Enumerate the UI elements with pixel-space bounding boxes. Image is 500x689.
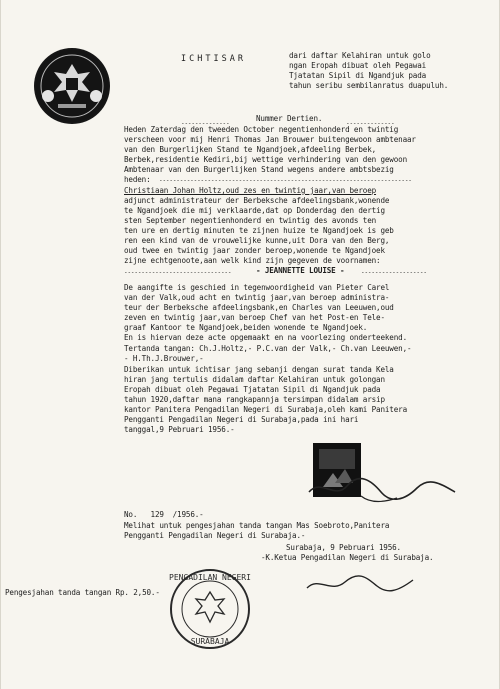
chairman-line: -K.Ketua Pengadilan Negeri di Surabaja. <box>261 553 434 562</box>
body-line: adjunct administrateur der Berbeksche afdeelingsbank,wonende <box>124 196 390 205</box>
footer-line: Pengganti Pengadilan Negeri di Surabaja.- <box>124 531 306 540</box>
body-line: sten September negentienhonderd en twintig des avonds ten <box>124 216 377 225</box>
header-note-line: dari daftar Kelahiran untuk golo <box>289 51 431 60</box>
body-line: En is hiervan deze acte opgemaakt en na voorlezing onderteekend. <box>124 333 407 342</box>
body-line: ten ure en dertig minuten te zijnen huize te Ngandjoek is geb <box>124 226 394 235</box>
signature-icon <box>301 470 461 510</box>
body-line: tanggal,9 Pebruari 1956.- <box>124 425 235 434</box>
body-line: teur der Berbeksche afdeelingsbank,en Charles van Leeuwen,oud <box>124 303 394 312</box>
body-line: Ambtenaar van den Burgerlijken Stand wegens andere ambtsbezig <box>124 165 394 174</box>
document-page: ICHTISAR dari daftar Kelahiran untuk golo ngan Eropah dibuat oleh Pegawai Tjatatan Sipil di Ngandjuk pada tahun seribu sembilanratus duapuluh. Nummer Dertien. -------------- -------------- Heden Zaterdag den tweeden October negentienhonderd en twintig verscheen voor mij Henri Thomas Jan Brouwer buitengewoon ambtenaar van den Burgerlijken Stand te Ngandjoek,afdeeling Berbek, Berbek,residentie Kediri,bij wettige verhindering van den gewoon Ambtenaar van den Burgerlijken Stand wegens andere ambtsbezig heden: ------------------------------------------------------------------------- Christiaan Johan Holtz,oud zes en twintig jaar,van beroep adjunct administrateur der Berbeksche afdeelingsbank,wonende te Ngandjoek die mij verklaarde,dat op Donderdag den dertig sten September negentienhonderd en twintig des avonds ten ten ure en dertig minuten te zijnen huize te Ngandjoek is geb ren een kind van de vrouwelijke kunne,uit Dora van den Berg, oud twee en twintig jaar zonder beroep,wonende te Ngandjoek zijne echtgenoote,aan welk kind zijn gegeven de voornamen: ------------------------------- - JEANNETTE LOUISE - ------------------- De aangifte is geschied in tegenwoordigheid van Pieter Carel van der Valk,oud acht en twintig jaar,van beroep administra- teur der Berbeksche afdeelingsbank,en Charles van Leeuwen,oud zeven en twintig jaar,van beroep Chef van het Post-en Tele- graaf Kantoor te Ngandjoek,beiden wonende te Ngandjoek. En is hiervan deze acte opgemaakt en na voorlezing onderteekend. Tertanda tangan: Ch.J.Holtz,- P.C.van der Valk,- Ch.van Leeuwen,- - H.Th.J.Brouwer,- Diberikan untuk ichtisar jang sebanji dengan surat tanda Kela hiran jang tertulis didalam daftar Kelahiran untuk golongan Eropah dibuat oleh Pegawai Tjatatan Sipil di Ngandjuk pada tahun 1920,daftar mana rangkapannja tersimpan didalam arsip kantor Panitera Pengadilan Negeri di Surabaja,oleh kami Panitera Pengganti Pengadilan Negeri di Surabaja,pada ini hari tanggal,9 Pebruari 1956.- No. 129 /1956.- Melihat untuk pengesjahan tanda tangan Mas Soebroto,Panitera Pengganti Pengadilan Negeri di Surabaja.- Surabaja, 9 Pebruari 1956. -K.Ketua Pengadilan Negeri di Surabaja. Pengesjahan tanda tangan Rp. 2,50.- PENGADILAN NEGERI SURABAJA <box>0 0 500 689</box>
body-line: De aangifte is geschied in tegenwoordigheid van Pieter Carel <box>124 283 390 292</box>
body-line: Diberikan untuk ichtisar jang sebanji dengan surat tanda Kela <box>124 365 394 374</box>
body-line: kantor Panitera Pengadilan Negeri di Surabaja,oleh kami Panitera <box>124 405 407 414</box>
header-note-line: Tjatatan Sipil di Ngandjuk pada <box>289 71 427 80</box>
garuda-emblem-seal-icon <box>34 48 110 124</box>
body-line: - H.Th.J.Brouwer,- <box>124 354 204 363</box>
fee-line: Pengesjahan tanda tangan Rp. 2,50.- <box>5 588 160 597</box>
body-line: Heden Zaterdag den tweeden October negentienhonderd en twintig <box>124 125 399 134</box>
body-line: van der Valk,oud acht en twintig jaar,van beroep administra- <box>124 293 390 302</box>
number-line: Nummer Dertien. <box>256 114 323 123</box>
body-line: Berbek,residentie Kediri,bij wettige verhindering van den gewoon <box>124 155 407 164</box>
body-line: te Ngandjoek die mij verklaarde,dat op Donderdag den dertig <box>124 206 385 215</box>
child-names: - JEANNETTE LOUISE - <box>256 266 345 275</box>
body-line: Eropah dibuat oleh Pegawai Tjatatan Sipil di Ngandjuk pada <box>124 385 381 394</box>
body-line: verscheen voor mij Henri Thomas Jan Brouwer buitengewoon ambtenaar <box>124 135 416 144</box>
court-stamp-icon <box>169 568 251 650</box>
document-heading: ICHTISAR <box>181 54 246 64</box>
body-line: Tertanda tangan: Ch.J.Holtz,- P.C.van der Valk,- Ch.van Leeuwen,- <box>124 344 412 353</box>
signature-icon <box>301 570 421 600</box>
svg-text:SURABAJA: SURABAJA <box>190 637 230 646</box>
body-line: van den Burgerlijken Stand te Ngandjoek,afdeeling Berbek, <box>124 145 377 154</box>
body-line: Pengganti Pengadilan Negeri di Surabaja,pada ini hari <box>124 415 359 424</box>
footer-line: No. 129 /1956.- <box>124 510 204 519</box>
body-line: oud twee en twintig jaar zonder beroep,wonende te Ngandjoek <box>124 246 385 255</box>
body-line: tahun 1920,daftar mana rangkapannja tersimpan didalam arsip <box>124 395 385 404</box>
body-line: ren een kind van de vrouwelijke kunne,uit Dora van den Berg, <box>124 236 390 245</box>
header-note-line: tahun seribu sembilanratus duapuluh. <box>289 81 449 90</box>
header-note-line: ngan Eropah dibuat oleh Pegawai <box>289 61 427 70</box>
svg-text:PENGADILAN NEGERI: PENGADILAN NEGERI <box>169 573 251 582</box>
body-line: Christiaan Johan Holtz,oud zes en twintig jaar,van beroep <box>124 186 377 195</box>
body-line: zijne echtgenoote,aan welk kind zijn gegeven de voornamen: <box>124 256 381 265</box>
body-line: hiran jang tertulis didalam daftar Kelahiran untuk golongan <box>124 375 385 384</box>
body-line: graaf Kantoor te Ngandjoek,beiden wonende te Ngandjoek. <box>124 323 368 332</box>
body-line: heden: <box>124 175 151 184</box>
footer-line: Melihat untuk pengesjahan tanda tangan Mas Soebroto,Panitera <box>124 521 390 530</box>
place-date: Surabaja, 9 Pebruari 1956. <box>286 543 401 552</box>
body-line: zeven en twintig jaar,van beroep Chef van het Post-en Tele- <box>124 313 385 322</box>
